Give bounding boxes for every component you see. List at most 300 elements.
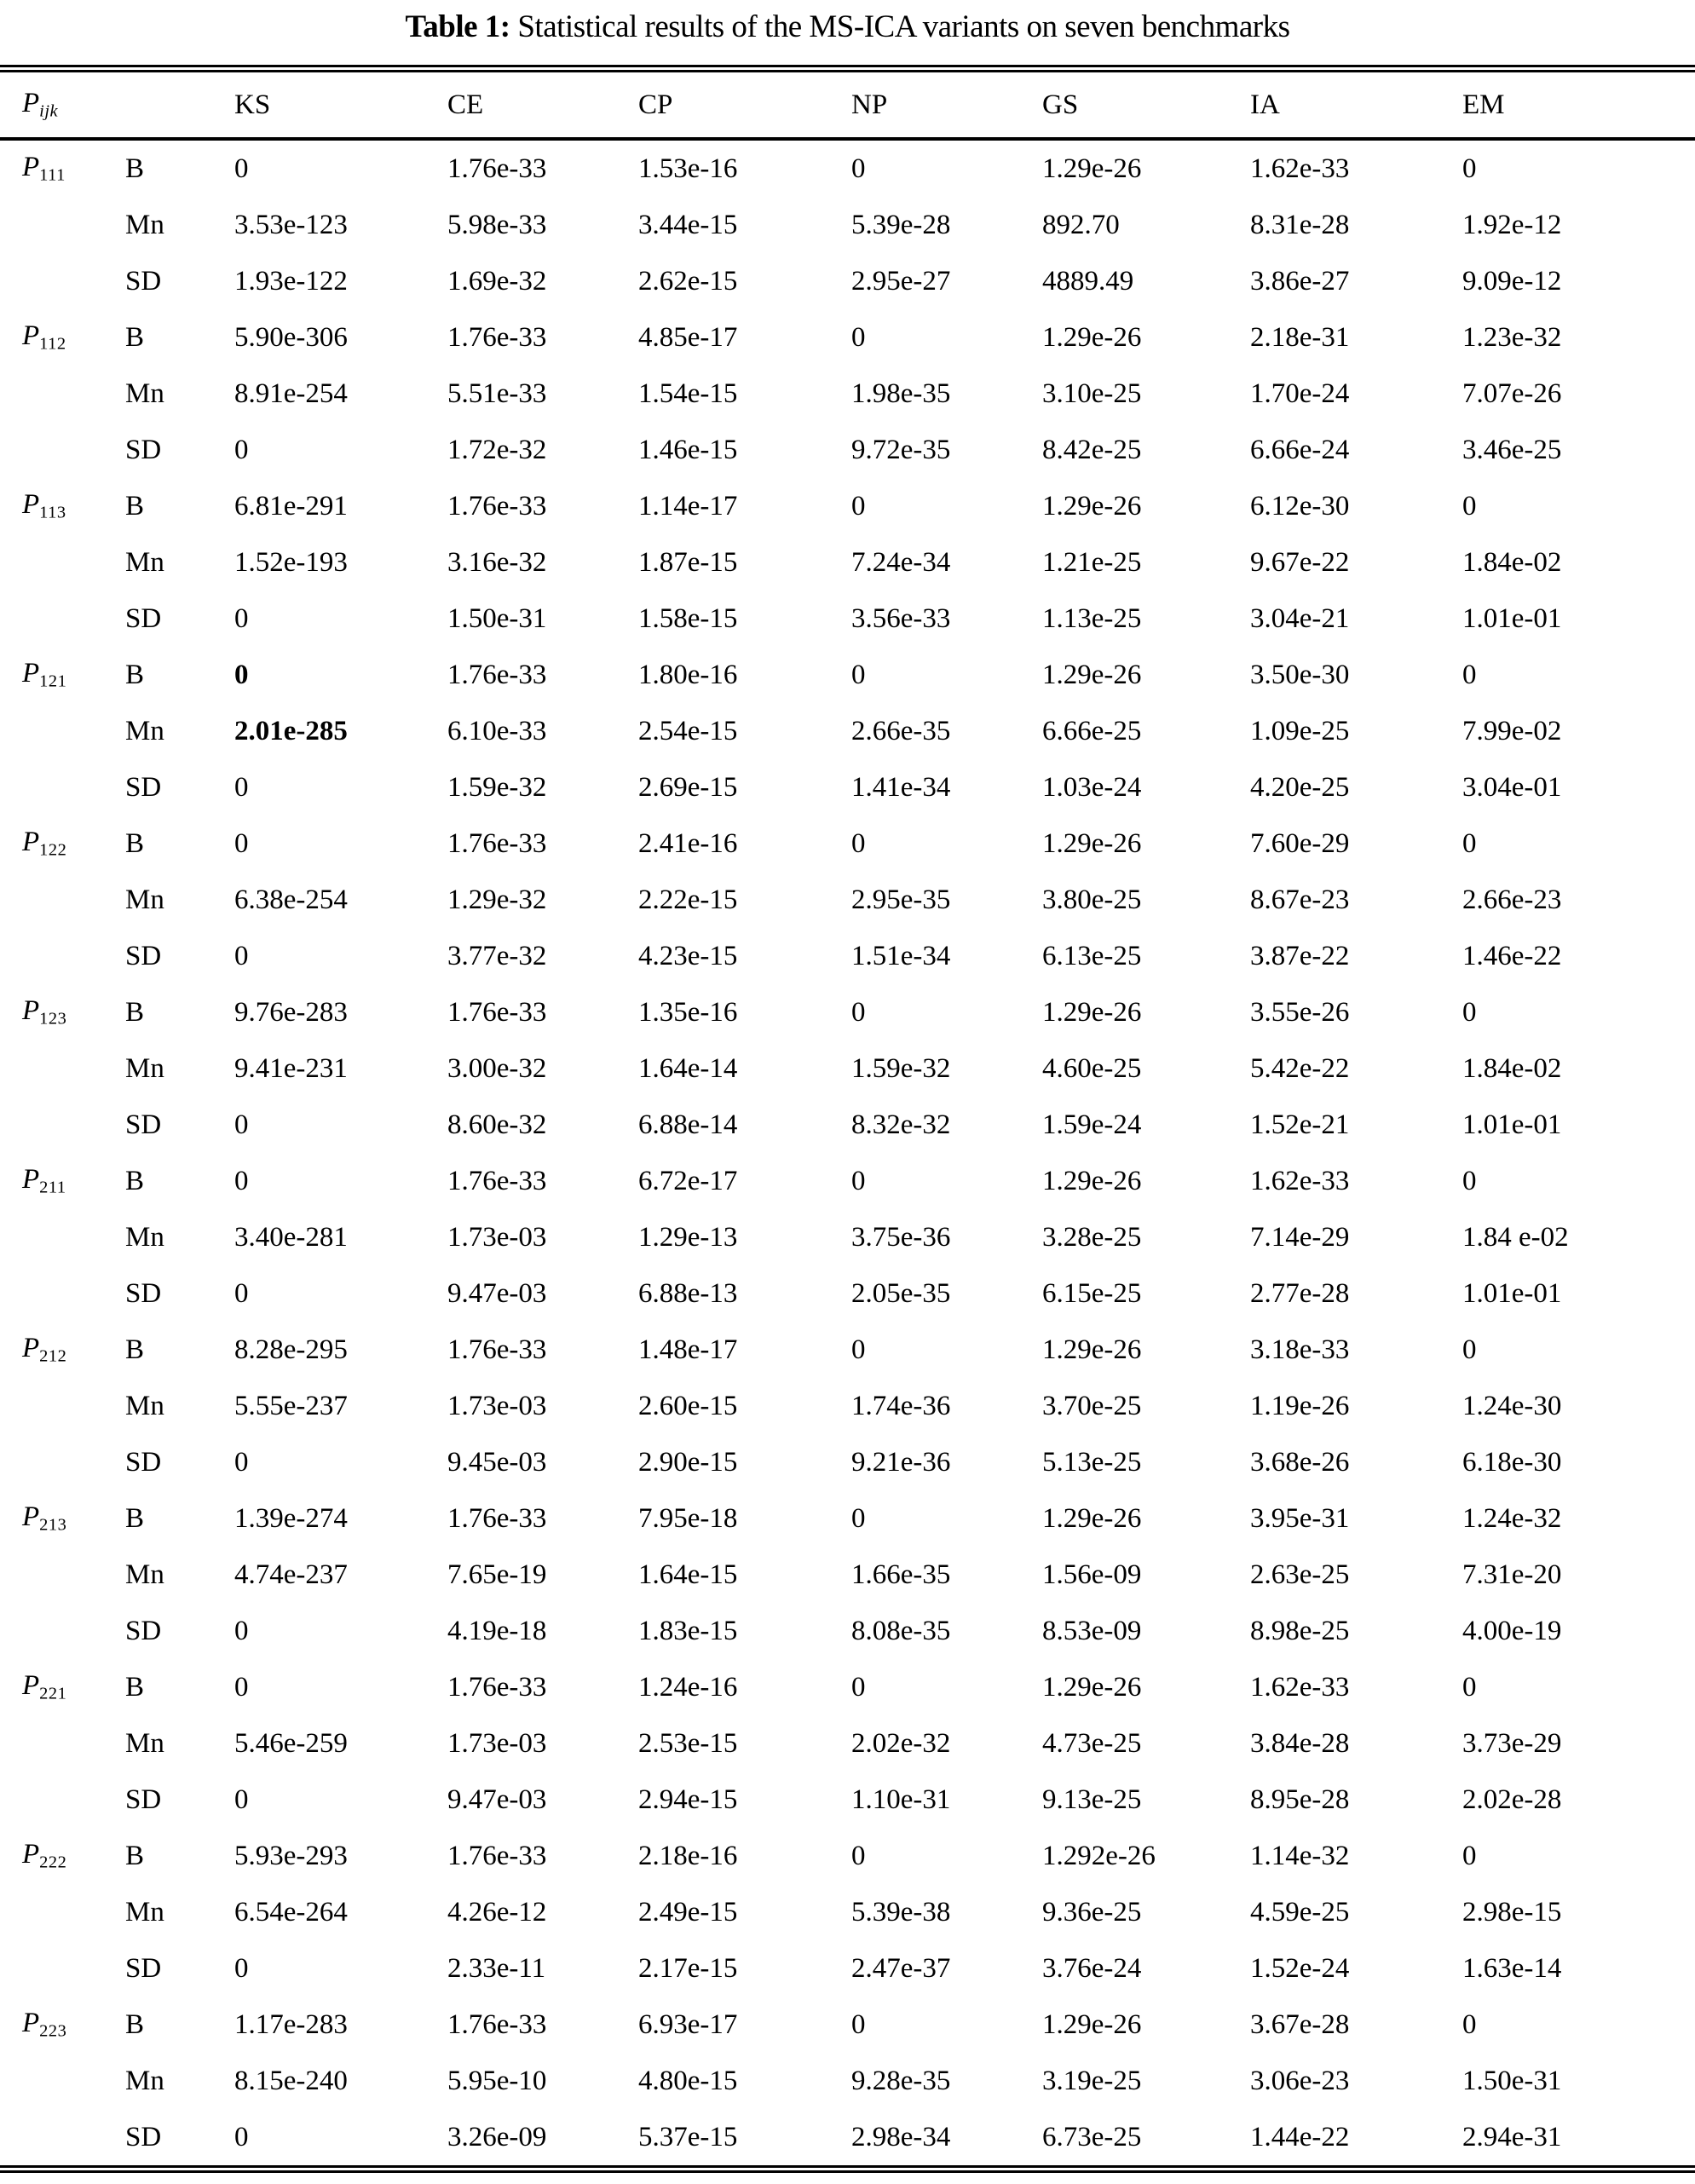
script-p-glyph: P (22, 1839, 40, 1870)
value-cell: 2.22e-15 (638, 884, 738, 915)
group-subscript: 222 (39, 1853, 67, 1872)
value-cell: 3.76e-24 (1042, 1952, 1142, 1984)
value-cell: 1.29e-26 (1042, 1671, 1142, 1703)
value-cell: 5.13e-25 (1042, 1446, 1142, 1478)
group-label (0, 1209, 125, 1265)
value-cell: 5.46e-259 (234, 1727, 348, 1759)
stat-label: Mn (125, 546, 164, 578)
group-label (0, 1040, 125, 1097)
value-cell: 2.94e-31 (1462, 2121, 1562, 2152)
group-label (0, 478, 125, 534)
value-cell: 2.63e-25 (1250, 1559, 1350, 1590)
table-row (0, 197, 1695, 253)
value-cell: 0 (234, 1277, 249, 1309)
value-cell: 0 (1462, 2008, 1477, 2040)
stat-label: Mn (125, 1390, 164, 1421)
value-cell: 4.23e-15 (638, 940, 738, 971)
script-p-glyph: P (22, 2008, 40, 2039)
value-cell: 6.88e-13 (638, 1277, 738, 1309)
value-cell: 3.04e-21 (1250, 602, 1350, 634)
value-cell: 5.90e-306 (234, 321, 348, 353)
group-label (0, 1378, 125, 1434)
group-subscript: 212 (39, 1346, 67, 1366)
value-cell: 0 (1462, 490, 1477, 522)
value-cell: 1.39e-274 (234, 1502, 348, 1534)
value-cell: 1.59e-24 (1042, 1109, 1142, 1140)
value-cell: 6.81e-291 (234, 490, 348, 522)
value-cell: 4.19e-18 (447, 1615, 547, 1646)
stat-label: SD (125, 771, 162, 803)
value-cell: 1.01e-01 (1462, 602, 1562, 634)
value-cell: 6.72e-17 (638, 1165, 738, 1196)
value-cell: 3.40e-281 (234, 1221, 348, 1253)
stat-label: B (125, 490, 145, 522)
group-label (0, 591, 125, 647)
value-cell: 1.76e-33 (447, 1334, 547, 1365)
value-cell: 6.73e-25 (1042, 2121, 1142, 2152)
value-cell: 6.38e-254 (234, 884, 348, 915)
group-label (0, 1772, 125, 1828)
value-cell: 4.59e-25 (1250, 1896, 1350, 1928)
header-row (0, 69, 1695, 140)
value-cell: 2.47e-37 (851, 1952, 951, 1984)
value-cell: 1.50e-31 (447, 602, 547, 634)
stat-label: Mn (125, 209, 164, 240)
value-cell: 9.47e-03 (447, 1277, 547, 1309)
stat-label: B (125, 827, 145, 859)
value-cell: 1.76e-33 (447, 996, 547, 1028)
value-cell: 1.74e-36 (851, 1390, 951, 1421)
value-cell: 2.33e-11 (447, 1952, 546, 1984)
value-cell: 1.76e-33 (447, 153, 547, 184)
table-row (0, 1378, 1695, 1434)
value-cell: 0 (851, 1502, 866, 1534)
value-cell: 3.50e-30 (1250, 659, 1350, 690)
value-cell: 7.31e-20 (1462, 1559, 1562, 1590)
value-cell: 1.29e-32 (447, 884, 547, 915)
value-cell: 1.09e-25 (1250, 715, 1350, 746)
value-cell: 1.62e-33 (1250, 1165, 1350, 1196)
column-header-np: NP (851, 69, 1042, 140)
value-cell: 1.84e-02 (1462, 546, 1562, 578)
value-cell: 0 (851, 2008, 866, 2040)
value-cell: 8.67e-23 (1250, 884, 1350, 915)
value-cell: 1.54e-15 (638, 377, 738, 409)
value-cell: 1.29e-26 (1042, 996, 1142, 1028)
group-label (0, 647, 125, 703)
value-cell: 6.10e-33 (447, 715, 547, 746)
group-label (0, 1434, 125, 1490)
value-cell: 6.66e-25 (1042, 715, 1142, 746)
group-subscript: 112 (39, 334, 66, 354)
group-label (0, 2053, 125, 2109)
value-cell: 2.60e-15 (638, 1390, 738, 1421)
value-cell: 1.76e-33 (447, 321, 547, 353)
value-cell: 7.65e-19 (447, 1559, 547, 1590)
value-cell: 2.02e-28 (1462, 1784, 1562, 1815)
value-cell: 1.59e-32 (851, 1052, 951, 1084)
value-cell: 3.56e-33 (851, 602, 951, 634)
table-row (0, 1153, 1695, 1209)
column-header-em: EM (1462, 69, 1695, 140)
value-cell: 0 (851, 321, 866, 353)
table-row (0, 422, 1695, 478)
value-cell: 0 (234, 153, 249, 184)
stat-label: Mn (125, 377, 164, 409)
value-cell: 3.70e-25 (1042, 1390, 1142, 1421)
value-cell: 1.24e-32 (1462, 1502, 1562, 1534)
value-cell: 8.91e-254 (234, 377, 348, 409)
value-cell: 6.15e-25 (1042, 1277, 1142, 1309)
value-cell: 8.28e-295 (234, 1334, 348, 1365)
value-cell: 1.51e-34 (851, 940, 951, 971)
value-cell: 3.00e-32 (447, 1052, 547, 1084)
value-cell: 2.66e-23 (1462, 884, 1562, 915)
value-cell: 3.53e-123 (234, 209, 348, 240)
script-p-glyph: P (22, 827, 40, 858)
value-cell: 2.05e-35 (851, 1277, 951, 1309)
value-cell: 1.14e-32 (1250, 1840, 1350, 1871)
stat-label: SD (125, 434, 162, 465)
value-cell: 1.29e-26 (1042, 321, 1142, 353)
column-header-ce: CE (447, 69, 638, 140)
value-cell: 8.42e-25 (1042, 434, 1142, 465)
value-cell: 7.95e-18 (638, 1502, 738, 1534)
value-cell: 1.29e-26 (1042, 827, 1142, 859)
value-cell: 0 (851, 1840, 866, 1871)
value-cell: 4.00e-19 (1462, 1615, 1562, 1646)
group-label (0, 1547, 125, 1603)
group-label (0, 1884, 125, 1940)
value-cell: 6.12e-30 (1250, 490, 1350, 522)
value-cell: 9.76e-283 (234, 996, 348, 1028)
stat-label: SD (125, 1784, 162, 1815)
value-cell: 0 (1462, 827, 1477, 859)
value-cell: 1.44e-22 (1250, 2121, 1350, 2152)
group-label (0, 253, 125, 309)
value-cell: 1.69e-32 (447, 265, 547, 297)
stat-label: B (125, 1502, 145, 1534)
stat-label: SD (125, 1277, 162, 1309)
stat-label: Mn (125, 1727, 164, 1759)
table-row (0, 1884, 1695, 1940)
value-cell: 0 (1462, 153, 1477, 184)
value-cell: 1.53e-16 (638, 153, 738, 184)
value-cell: 7.60e-29 (1250, 827, 1350, 859)
value-cell: 1.93e-122 (234, 265, 348, 297)
value-cell: 1.19e-26 (1250, 1390, 1350, 1421)
table-row (0, 1547, 1695, 1603)
value-cell: 0 (234, 434, 249, 465)
value-cell: 3.77e-32 (447, 940, 547, 971)
group-subscript: 211 (39, 1178, 66, 1197)
value-cell: 1.62e-33 (1250, 153, 1350, 184)
value-cell: 1.76e-33 (447, 1671, 547, 1703)
group-label (0, 928, 125, 984)
stat-label: Mn (125, 715, 164, 746)
stat-label: B (125, 1334, 145, 1365)
group-label (0, 366, 125, 422)
group-label (0, 2109, 125, 2170)
value-cell: 9.45e-03 (447, 1446, 547, 1478)
script-p-glyph: P (22, 658, 40, 689)
stat-label: Mn (125, 1221, 164, 1253)
value-cell: 1.50e-31 (1462, 2065, 1562, 2096)
value-cell: 1.66e-35 (851, 1559, 951, 1590)
table-row (0, 534, 1695, 591)
stat-label: SD (125, 2121, 162, 2152)
value-cell: 2.18e-16 (638, 1840, 738, 1871)
value-cell: 4.26e-12 (447, 1896, 547, 1928)
value-cell: 1.29e-26 (1042, 153, 1142, 184)
value-cell: 3.95e-31 (1250, 1502, 1350, 1534)
group-label (0, 1097, 125, 1153)
column-header-gs: GS (1042, 69, 1250, 140)
stat-label: SD (125, 1109, 162, 1140)
value-cell: 0 (851, 659, 866, 690)
table-row (0, 591, 1695, 647)
value-cell: 2.94e-15 (638, 1784, 738, 1815)
value-cell: 0 (234, 827, 249, 859)
value-cell: 1.46e-22 (1462, 940, 1562, 971)
table-row (0, 1322, 1695, 1378)
value-cell: 1.84e-02 (1462, 1052, 1562, 1084)
value-cell: 1.35e-16 (638, 996, 738, 1028)
value-cell: 1.29e-26 (1042, 490, 1142, 522)
script-p-glyph: P (22, 152, 40, 183)
value-cell: 3.10e-25 (1042, 377, 1142, 409)
script-p-glyph: P (22, 1670, 40, 1702)
group-label (0, 309, 125, 366)
value-cell: 8.53e-09 (1042, 1615, 1142, 1646)
value-cell: 2.53e-15 (638, 1727, 738, 1759)
value-cell: 1.58e-15 (638, 602, 738, 634)
value-cell: 1.70e-24 (1250, 377, 1350, 409)
table-row (0, 1659, 1695, 1715)
script-p-glyph: P (22, 88, 40, 119)
table-row (0, 1209, 1695, 1265)
table-row (0, 1772, 1695, 1828)
stat-label: B (125, 996, 145, 1028)
value-cell: 9.28e-35 (851, 2065, 951, 2096)
value-cell: 1.73e-03 (447, 1221, 547, 1253)
value-cell: 0 (1462, 996, 1477, 1028)
value-cell: 0 (234, 1165, 249, 1196)
value-cell: 1.24e-16 (638, 1671, 738, 1703)
value-cell: 1.62e-33 (1250, 1671, 1350, 1703)
value-cell: 7.07e-26 (1462, 377, 1562, 409)
group-label (0, 815, 125, 872)
value-cell: 4.20e-25 (1250, 771, 1350, 803)
script-p-glyph: P (22, 320, 40, 352)
stat-label: SD (125, 940, 162, 971)
results-table (0, 65, 1695, 2173)
script-p-glyph: P (22, 1333, 40, 1364)
script-p-glyph: P (22, 489, 40, 521)
value-cell: 2.49e-15 (638, 1896, 738, 1928)
group-subscript: 113 (39, 503, 66, 522)
value-cell: 8.08e-35 (851, 1615, 951, 1646)
value-cell: 2.98e-15 (1462, 1896, 1562, 1928)
value-cell: 0 (234, 2121, 249, 2152)
value-cell: 4889.49 (1042, 265, 1134, 297)
table-caption-text: Statistical results of the MS-ICA variants on seven benchmarks (510, 9, 1290, 44)
table-row (0, 139, 1695, 197)
value-cell: 1.73e-03 (447, 1727, 547, 1759)
value-cell: 5.51e-33 (447, 377, 547, 409)
value-cell: 1.64e-15 (638, 1559, 738, 1590)
group-label (0, 1659, 125, 1715)
value-cell: 1.56e-09 (1042, 1559, 1142, 1590)
value-cell: 1.23e-32 (1462, 321, 1562, 353)
value-cell: 0 (1462, 659, 1477, 690)
script-p-glyph: P (22, 1501, 40, 1533)
value-cell: 3.16e-32 (447, 546, 547, 578)
table-row (0, 478, 1695, 534)
value-cell: 3.04e-01 (1462, 771, 1562, 803)
value-cell: 0 (234, 1671, 249, 1703)
value-cell: 0 (851, 490, 866, 522)
table-row (0, 647, 1695, 703)
value-cell: 0 (851, 1165, 866, 1196)
value-cell: 3.06e-23 (1250, 2065, 1350, 2096)
value-cell: 0 (851, 1334, 866, 1365)
value-cell: 1.29e-13 (638, 1221, 738, 1253)
value-cell: 2.02e-32 (851, 1727, 951, 1759)
value-cell: 6.88e-14 (638, 1109, 738, 1140)
group-subscript: 122 (39, 840, 67, 860)
group-subscript: 213 (39, 1515, 67, 1535)
column-header-ks: KS (234, 69, 447, 140)
value-cell: 1.80e-16 (638, 659, 738, 690)
value-cell: 2.69e-15 (638, 771, 738, 803)
table-row (0, 1097, 1695, 1153)
table-caption-label: Table 1: (405, 9, 510, 44)
value-cell: 1.29e-26 (1042, 1502, 1142, 1534)
value-cell: 2.98e-34 (851, 2121, 951, 2152)
value-cell: 4.74e-237 (234, 1559, 348, 1590)
value-cell: 2.90e-15 (638, 1446, 738, 1478)
value-cell: 5.95e-10 (447, 2065, 547, 2096)
group-label (0, 534, 125, 591)
value-cell: 9.67e-22 (1250, 546, 1350, 578)
value-cell: 6.18e-30 (1462, 1446, 1562, 1478)
value-cell: 5.55e-237 (234, 1390, 348, 1421)
value-cell: 1.29e-26 (1042, 659, 1142, 690)
value-cell: 4.73e-25 (1042, 1727, 1142, 1759)
value-cell: 4.80e-15 (638, 2065, 738, 2096)
table-row (0, 2053, 1695, 2109)
value-cell: 8.32e-32 (851, 1109, 951, 1140)
table-body (0, 139, 1695, 2170)
value-cell: 0 (851, 153, 866, 184)
table-row (0, 815, 1695, 872)
value-cell: 4.85e-17 (638, 321, 738, 353)
value-cell: 892.70 (1042, 209, 1120, 240)
value-cell: 2.01e-285 (234, 715, 348, 746)
value-cell: 1.72e-32 (447, 434, 547, 465)
value-cell: 0 (851, 1671, 866, 1703)
value-cell: 3.68e-26 (1250, 1446, 1350, 1478)
stat-label: B (125, 153, 145, 184)
value-cell: 7.14e-29 (1250, 1221, 1350, 1253)
stat-label: Mn (125, 884, 164, 915)
group-label (0, 139, 125, 197)
value-cell: 0 (234, 1784, 249, 1815)
value-cell: 1.92e-12 (1462, 209, 1562, 240)
value-cell: 1.03e-24 (1042, 771, 1142, 803)
table-row (0, 2109, 1695, 2170)
script-p-glyph: P (22, 995, 40, 1027)
value-cell: 2.17e-15 (638, 1952, 738, 1984)
group-label (0, 984, 125, 1040)
value-cell: 5.39e-38 (851, 1896, 951, 1928)
value-cell: 1.83e-15 (638, 1615, 738, 1646)
table-caption (0, 0, 1695, 56)
group-subscript: 121 (39, 671, 67, 691)
value-cell: 3.44e-15 (638, 209, 738, 240)
value-cell: 1.76e-33 (447, 1165, 547, 1196)
value-cell: 8.60e-32 (447, 1109, 547, 1140)
value-cell: 1.41e-34 (851, 771, 951, 803)
corner-header-pijk (0, 69, 234, 140)
table-row (0, 928, 1695, 984)
value-cell: 0 (234, 1615, 249, 1646)
column-header-cp: CP (638, 69, 851, 140)
value-cell: 5.39e-28 (851, 209, 951, 240)
value-cell: 0 (234, 1446, 249, 1478)
table-row (0, 1940, 1695, 1997)
value-cell: 1.01e-01 (1462, 1109, 1562, 1140)
value-cell: 9.13e-25 (1042, 1784, 1142, 1815)
value-cell: 9.09e-12 (1462, 265, 1562, 297)
value-cell: 5.93e-293 (234, 1840, 348, 1871)
stat-label: SD (125, 265, 162, 297)
group-label (0, 1940, 125, 1997)
table-row (0, 1828, 1695, 1884)
value-cell: 1.52e-193 (234, 546, 348, 578)
value-cell: 0 (234, 771, 249, 803)
value-cell: 2.62e-15 (638, 265, 738, 297)
value-cell: 3.18e-33 (1250, 1334, 1350, 1365)
group-label (0, 703, 125, 759)
value-cell: 9.36e-25 (1042, 1896, 1142, 1928)
table-row (0, 1603, 1695, 1659)
table-row (0, 1997, 1695, 2053)
value-cell: 1.84 e-02 (1462, 1221, 1569, 1253)
table-row (0, 759, 1695, 815)
value-cell: 0 (234, 602, 249, 634)
value-cell: 5.42e-22 (1250, 1052, 1350, 1084)
script-p-glyph: P (22, 1164, 40, 1196)
group-subscript: 223 (39, 2021, 67, 2041)
table-row (0, 872, 1695, 928)
stat-label: B (125, 321, 145, 353)
group-label (0, 197, 125, 253)
value-cell: 3.87e-22 (1250, 940, 1350, 971)
value-cell: 0 (851, 827, 866, 859)
value-cell: 1.48e-17 (638, 1334, 738, 1365)
value-cell: 1.24e-30 (1462, 1390, 1562, 1421)
value-cell: 1.29e-26 (1042, 1334, 1142, 1365)
group-subscript: 123 (39, 1009, 67, 1029)
group-label (0, 1715, 125, 1772)
stat-label: Mn (125, 1896, 164, 1928)
stat-label: SD (125, 1952, 162, 1984)
group-label (0, 872, 125, 928)
value-cell: 2.77e-28 (1250, 1277, 1350, 1309)
value-cell: 2.41e-16 (638, 827, 738, 859)
